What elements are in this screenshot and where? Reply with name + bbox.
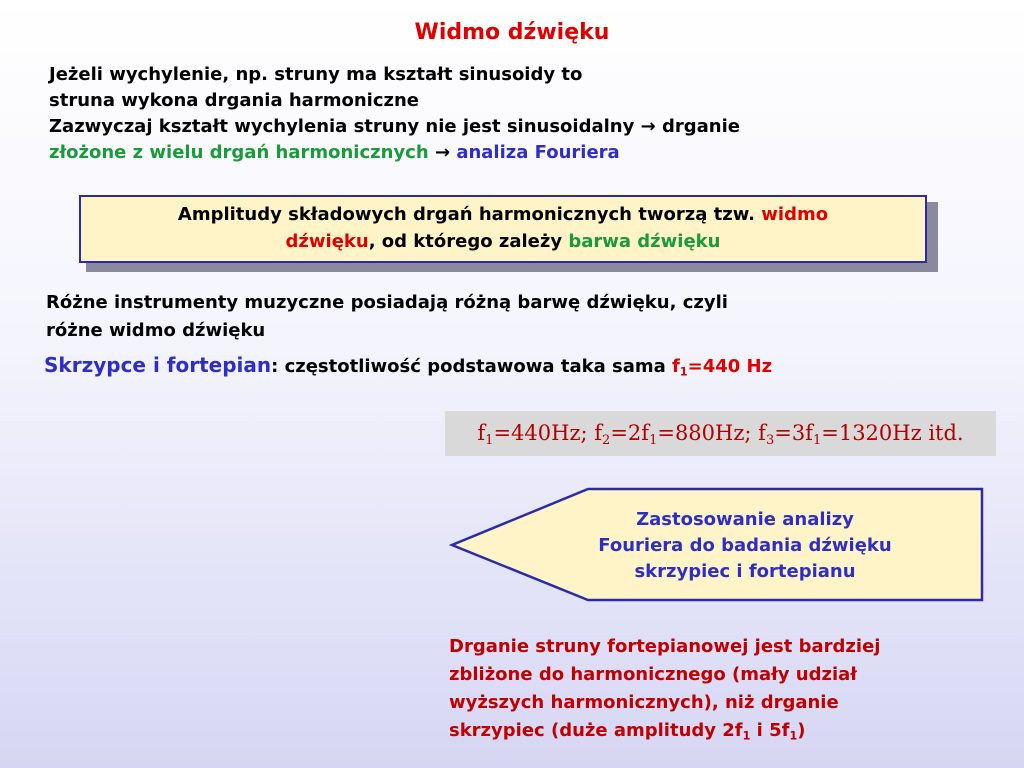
dzwieku-text: dźwięku xyxy=(285,231,369,252)
fourier-analysis-text: analiza Fouriera xyxy=(456,142,620,163)
callout-line-1: Zastosowanie analizy xyxy=(636,509,854,530)
subscript: 1 xyxy=(649,432,658,448)
intro-line-3-text: Zazwyczaj kształt wychylenia struny nie jest sinusoidalny xyxy=(49,116,635,137)
conclusion-line-1: Drganie struny fortepianowej jest bardziej xyxy=(449,636,881,657)
widmo-text: widmo xyxy=(761,204,829,225)
callout-line-2: Fouriera do badania dźwięku xyxy=(598,535,892,556)
subscript: 1 xyxy=(742,729,751,743)
conclusion-paragraph xyxy=(449,633,880,745)
instruments-line-2: różne widmo dźwięku xyxy=(46,320,266,341)
formula-part: =3f xyxy=(774,421,813,445)
instruments-line-1: Różne instrumenty muzyczne posiadają różną barwę dźwięku, czyli xyxy=(46,292,728,313)
formula-part: =1320Hz itd. xyxy=(821,421,964,445)
conclusion-text: i 5f xyxy=(750,720,790,741)
subscript: 1 xyxy=(812,432,822,448)
formula-part: f xyxy=(477,421,486,445)
arrow-right-icon: → xyxy=(640,116,656,137)
f-symbol: f xyxy=(672,356,680,377)
subscript: 1 xyxy=(485,432,494,448)
conclusion-text: ) xyxy=(797,720,806,741)
frequency-value: =440 Hz xyxy=(687,356,773,377)
subscript: 1 xyxy=(789,729,798,743)
intro-line-4 xyxy=(49,140,740,166)
timbre-text: barwa dźwięku xyxy=(568,231,721,252)
violin-piano-line xyxy=(44,353,772,377)
fundamental-frequency-text: : częstotliwość podstawowa taka sama xyxy=(271,356,673,377)
intro-paragraph xyxy=(49,62,740,166)
arrow-right-icon: → xyxy=(434,142,451,163)
intro-line-1: Jeżeli wychylenie, np. struny ma kształt sinusoidy to xyxy=(49,64,583,85)
violin-piano-label: Skrzypce i fortepian xyxy=(44,353,272,377)
callout-line-3: skrzypiec i fortepianu xyxy=(634,561,856,582)
definition-line-1 xyxy=(81,201,925,228)
definition-box xyxy=(79,195,927,263)
callout-text xyxy=(540,507,950,585)
conclusion-text: skrzypiec (duże amplitudy 2f xyxy=(449,720,743,741)
fundamental-frequency-value xyxy=(672,356,772,377)
formula-part: =880Hz; f xyxy=(657,421,766,445)
formula-part: =2f xyxy=(610,421,650,445)
definition-text-2: , od którego zależy xyxy=(368,231,569,252)
instruments-paragraph xyxy=(46,289,728,345)
harmonics-formula xyxy=(445,411,996,456)
formula-part: =440Hz; f xyxy=(493,421,603,445)
subscript: 1 xyxy=(679,365,688,379)
conclusion-line-4 xyxy=(449,717,880,745)
intro-line-2: struna wykona drgania harmoniczne xyxy=(49,90,419,111)
intro-line-3 xyxy=(49,114,740,140)
slide-title: Widmo dźwięku xyxy=(414,20,610,45)
definition-line-2 xyxy=(81,228,925,255)
subscript: 3 xyxy=(765,432,775,448)
conclusion-line-2: zbliżone do harmonicznego (mały udział xyxy=(449,664,857,685)
conclusion-line-3: wyższych harmonicznych), niż drganie xyxy=(449,692,839,713)
subscript: 2 xyxy=(602,432,611,448)
intro-line-3-end: drganie xyxy=(662,116,740,137)
complex-oscillation-text: złożone z wielu drgań harmonicznych xyxy=(49,142,429,163)
definition-text-1: Amplitudy składowych drgań harmonicznych tworzą tzw. xyxy=(177,204,762,225)
